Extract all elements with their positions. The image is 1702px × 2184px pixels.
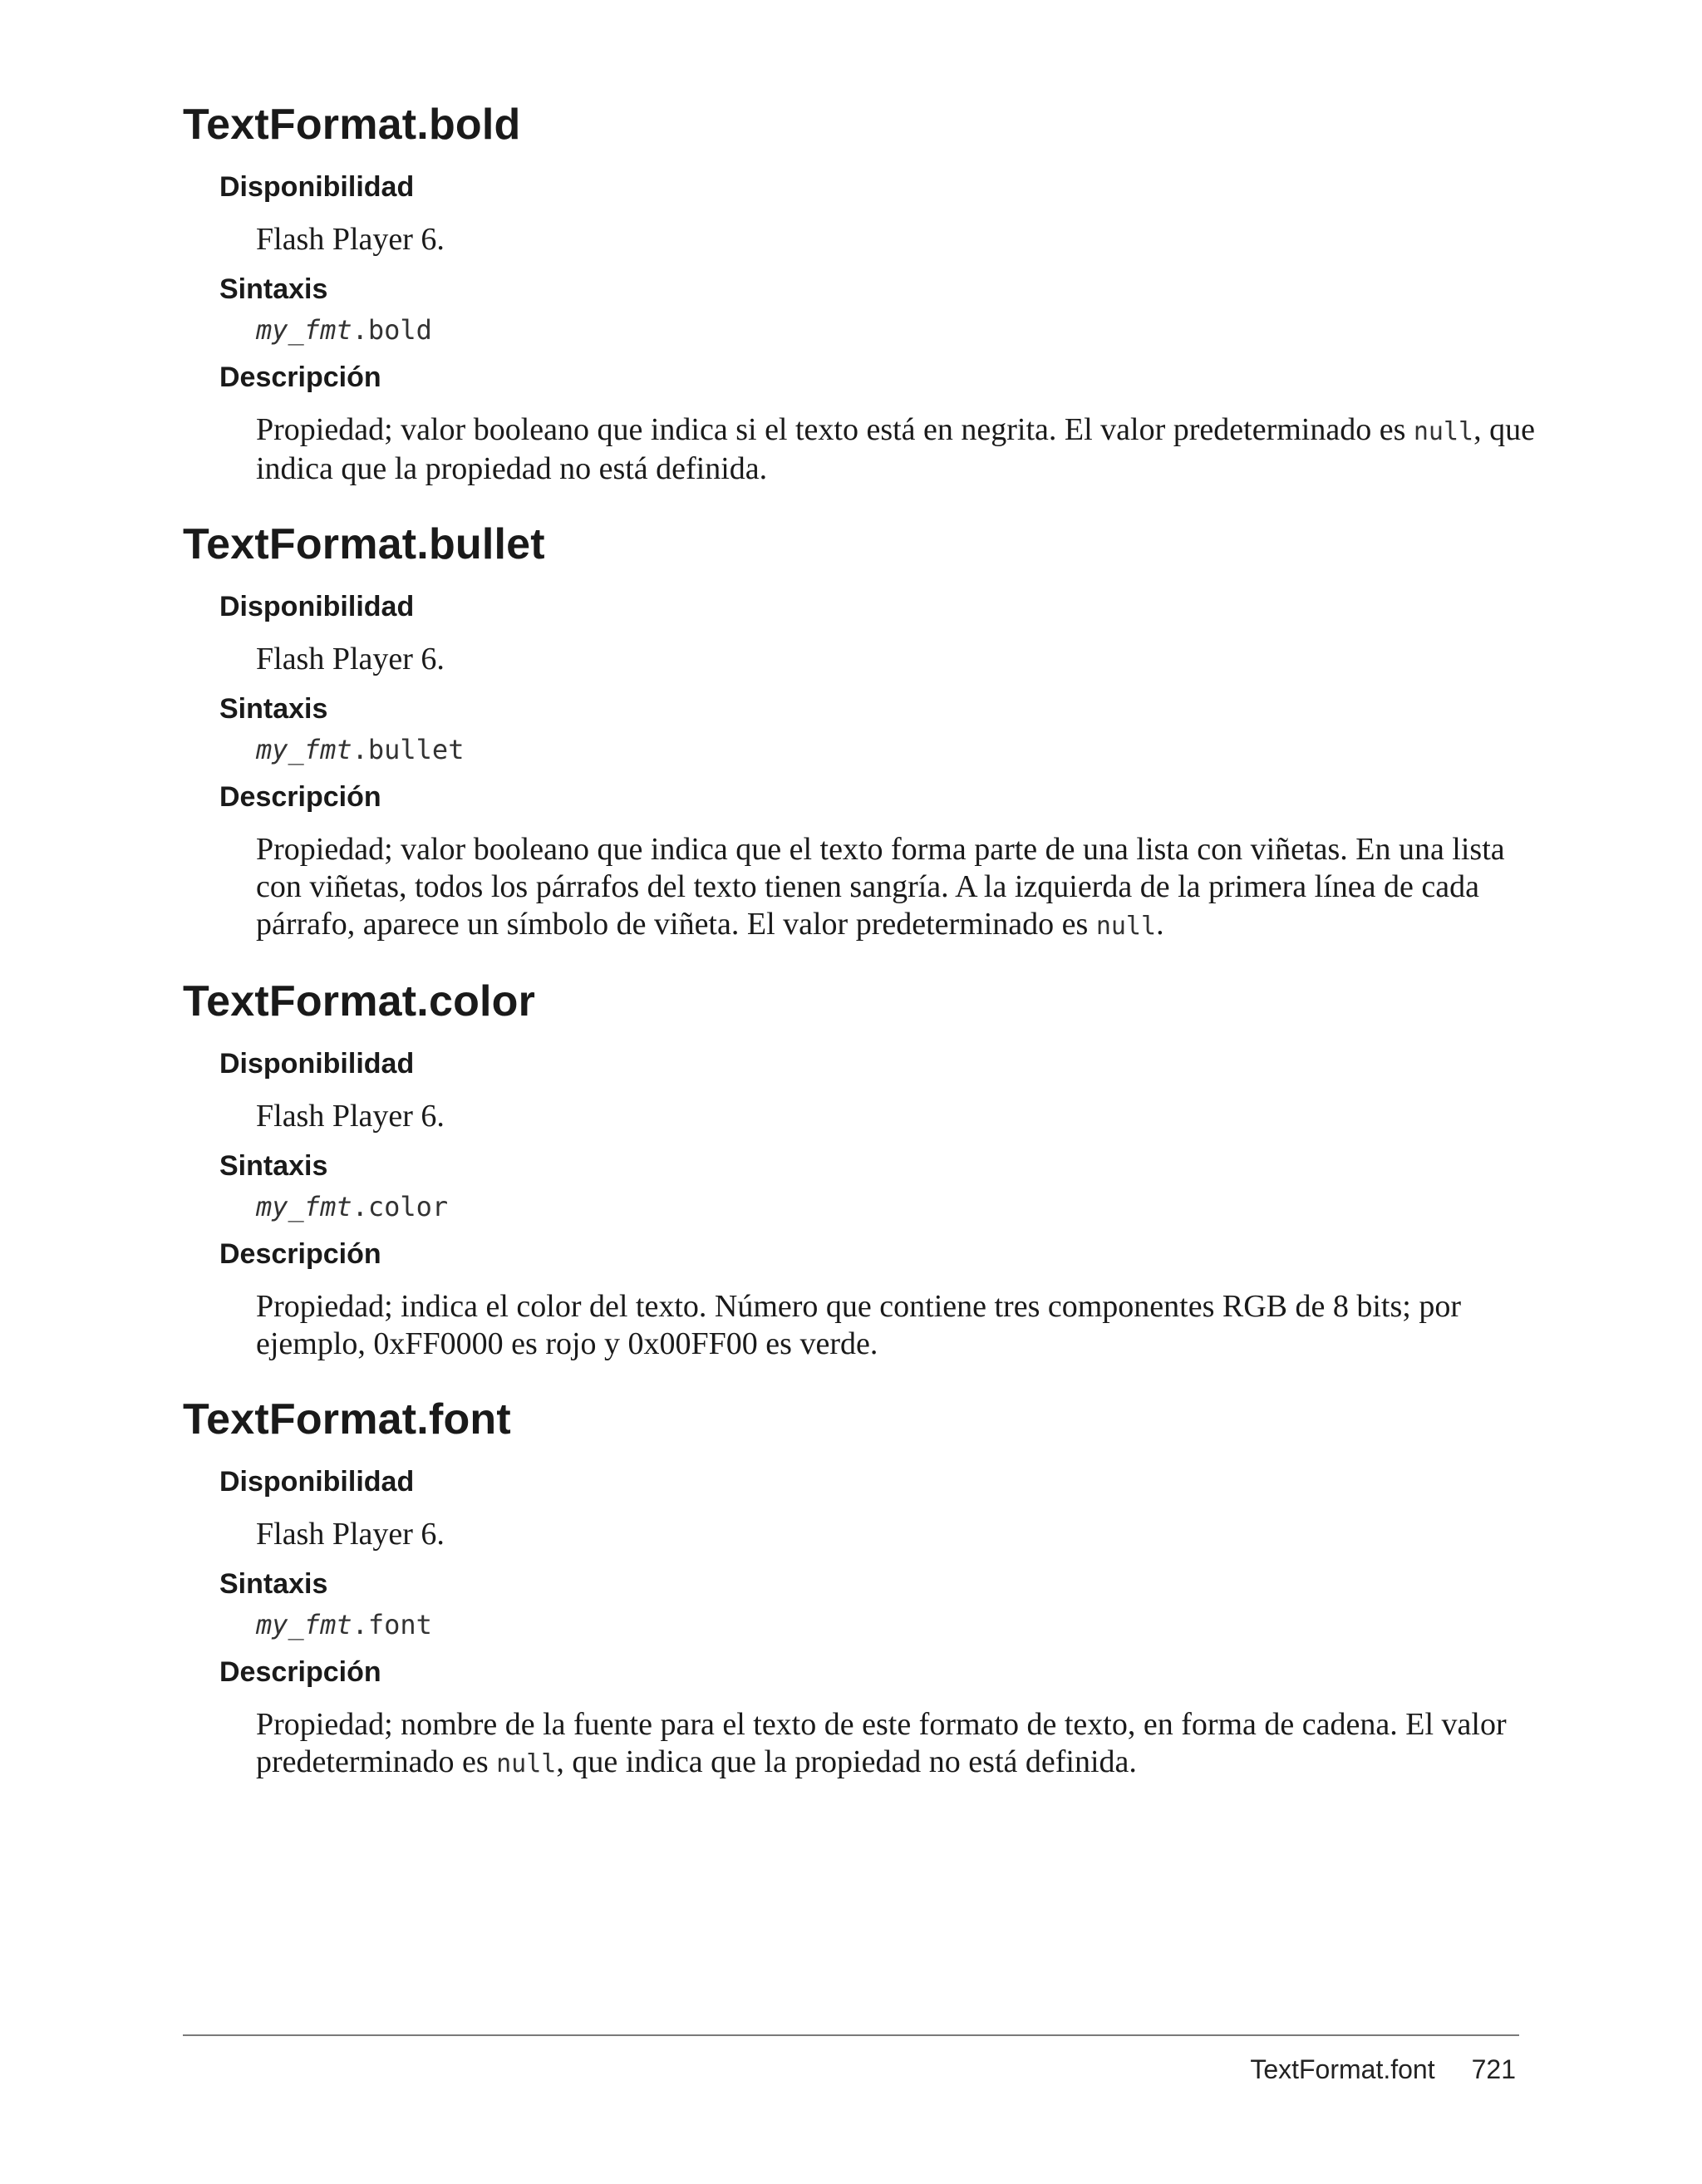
running-head: TextFormat.font <box>1250 2054 1435 2084</box>
entry-textformat-bold <box>183 100 1535 488</box>
availability-text: Flash Player 6. <box>256 642 445 676</box>
syntax-label: Sintaxis <box>219 1568 328 1600</box>
description-label: Descripción <box>219 362 381 393</box>
inline-code: null <box>1095 912 1157 941</box>
availability-text: Flash Player 6. <box>256 1099 445 1134</box>
description-text <box>256 831 1536 945</box>
syntax-variable: my_fmt <box>256 1609 352 1640</box>
syntax-property: .bullet <box>352 734 465 765</box>
inline-code: null <box>496 1749 557 1778</box>
page-footer <box>1250 2053 1516 2086</box>
entry-title: TextFormat.color <box>183 977 536 1026</box>
syntax-label: Sintaxis <box>219 273 328 305</box>
footer-divider <box>183 2034 1519 2036</box>
entry-textformat-color <box>183 976 1513 1363</box>
description-part: . <box>1156 907 1164 942</box>
inline-code: null <box>1413 417 1474 446</box>
description-label: Descripción <box>219 1238 381 1270</box>
description-part: , que indica que la propiedad no está definida. <box>256 412 1535 486</box>
description-label: Descripción <box>219 1656 381 1688</box>
description-text <box>256 1288 1536 1363</box>
description-part: Propiedad; nombre de la fuente para el texto de este formato de texto, en forma de cadena. El valor predeterminado es <box>256 1707 1507 1779</box>
syntax-code <box>256 1608 1513 1641</box>
syntax-label: Sintaxis <box>219 693 328 725</box>
description-text <box>256 411 1536 488</box>
entry-title: TextFormat.bullet <box>183 520 545 568</box>
syntax-variable: my_fmt <box>256 734 352 765</box>
availability-label: Disponibilidad <box>219 1048 415 1080</box>
syntax-label: Sintaxis <box>219 1150 328 1182</box>
description-part: Propiedad; valor booleano que indica si el texto está en negrita. El valor predeterminado es <box>256 412 1414 447</box>
availability-text: Flash Player 6. <box>256 1517 445 1552</box>
syntax-variable: my_fmt <box>256 314 352 346</box>
description-part: Propiedad; indica el color del texto. Número que contiene tres componentes RGB de 8 bits; por ejemplo, 0xFF0000 es rojo y 0x00FF00 es verde. <box>256 1289 1461 1361</box>
entry-title: TextFormat.bold <box>183 101 521 149</box>
syntax-property: .bold <box>352 314 432 346</box>
description-label: Descripción <box>219 781 381 813</box>
document-page <box>183 100 1535 1803</box>
page-number: 721 <box>1471 2054 1516 2084</box>
description-part: , que indica que la propiedad no está definida. <box>556 1744 1137 1779</box>
syntax-code <box>256 313 1513 347</box>
syntax-property: .font <box>352 1609 432 1640</box>
description-text <box>256 1706 1536 1783</box>
syntax-code <box>256 1190 1513 1223</box>
availability-label: Disponibilidad <box>219 591 415 622</box>
entry-textformat-font <box>183 1395 1513 1783</box>
entry-title: TextFormat.font <box>183 1395 511 1444</box>
availability-label: Disponibilidad <box>219 1466 415 1498</box>
availability-text: Flash Player 6. <box>256 222 445 257</box>
availability-label: Disponibilidad <box>219 171 415 203</box>
entry-textformat-bullet <box>183 519 1513 945</box>
syntax-variable: my_fmt <box>256 1191 352 1222</box>
description-part: Propiedad; valor booleano que indica que el texto forma parte de una lista con viñetas. En una lista con viñetas, todos los párrafos del texto tienen sangría. A la izquierda de la primera línea de cada párrafo, aparece un símbolo de viñeta. El valor predeterminado es <box>256 832 1505 942</box>
syntax-code <box>256 733 1513 766</box>
syntax-property: .color <box>352 1191 449 1222</box>
